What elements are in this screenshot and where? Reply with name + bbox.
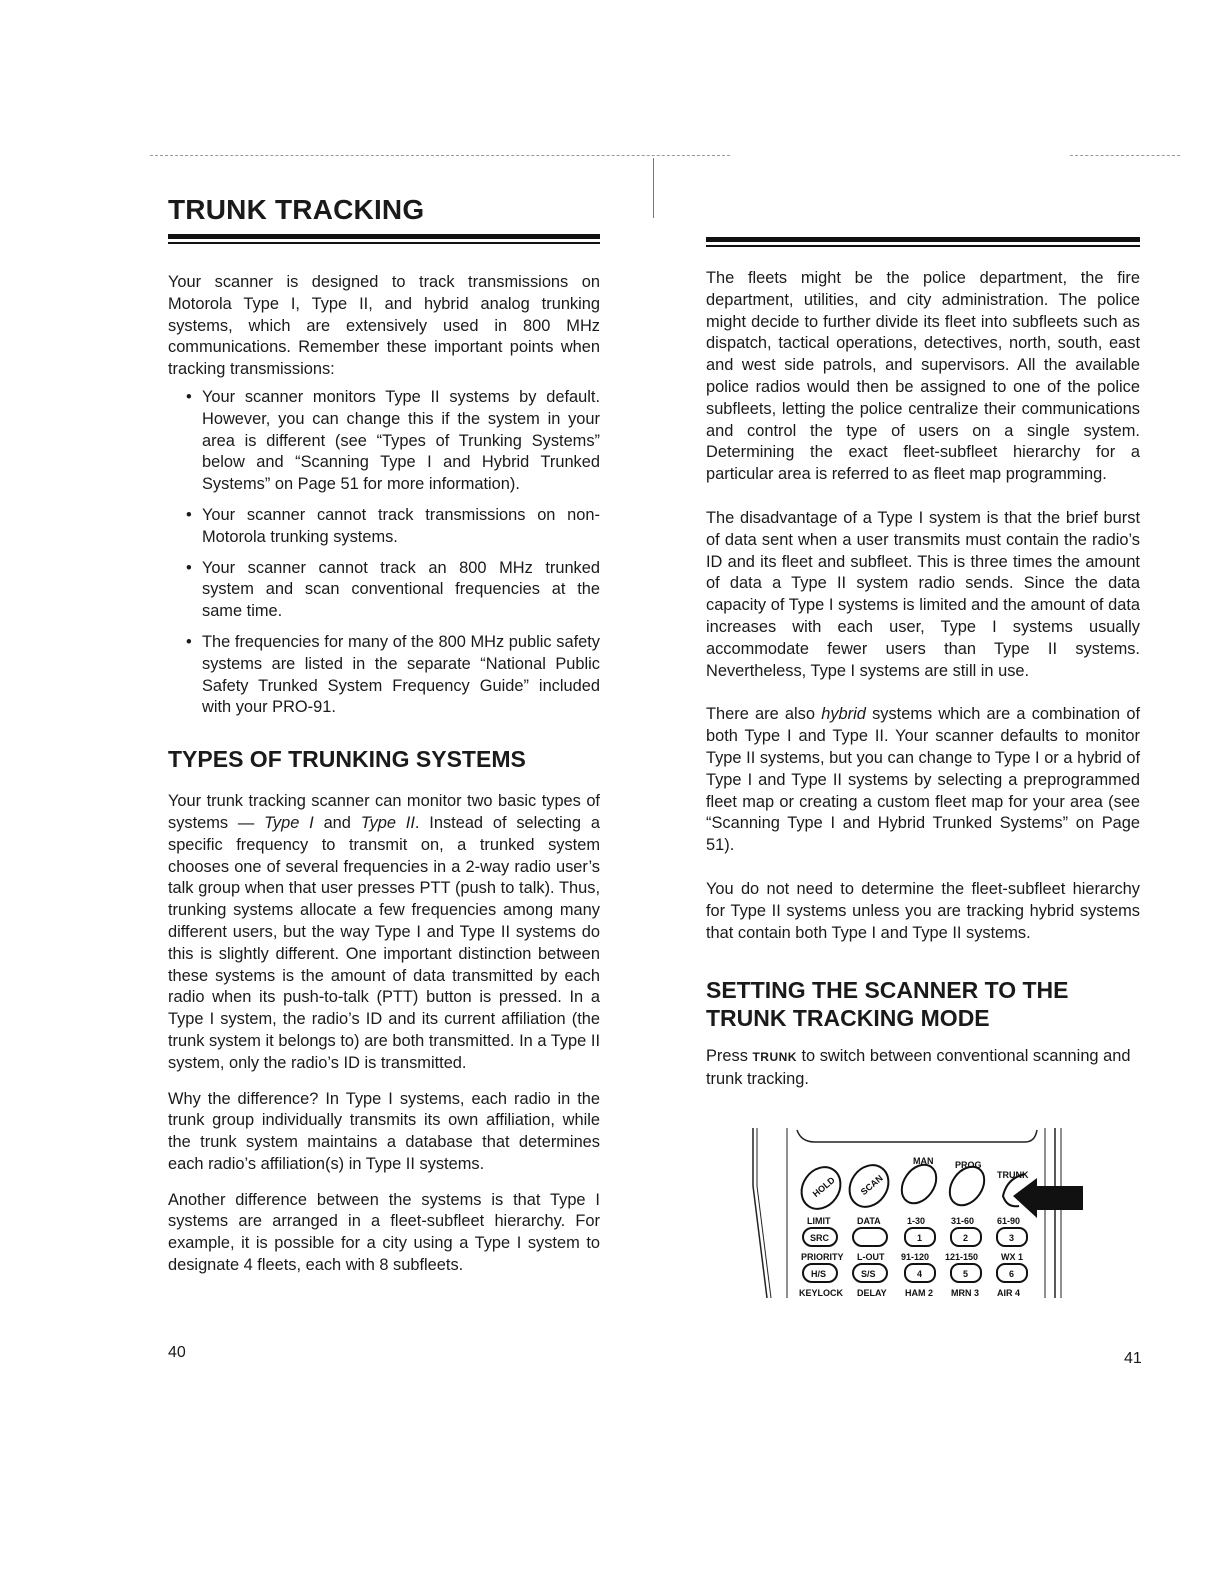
keypad-label: HAM 2 xyxy=(905,1288,934,1298)
scan-artifact-line xyxy=(150,155,730,157)
trunk-key-label: TRUNK xyxy=(752,1050,797,1065)
text-run: Your trunk tracking scanner can monitor two basic types of systems — xyxy=(168,792,600,832)
right-rule-thin xyxy=(706,245,1140,247)
left-column xyxy=(168,272,600,1291)
keypad-label: WX 1 xyxy=(1001,1252,1024,1262)
type2-italic: Type II xyxy=(360,813,415,832)
keypad-label: KEYLOCK xyxy=(799,1288,844,1298)
title-rule-thick xyxy=(168,234,600,239)
types-paragraph xyxy=(168,791,600,1074)
keypad-label: AIR 4 xyxy=(997,1288,1021,1298)
keypad-key-label: S/S xyxy=(861,1269,876,1279)
keypad-label: 91-120 xyxy=(901,1252,930,1262)
text-run: and xyxy=(313,813,361,832)
keypad-label: PROG xyxy=(955,1160,982,1170)
keypad-key-label: SCAN xyxy=(858,1172,885,1198)
keypad-label: L-OUT xyxy=(857,1252,885,1262)
section-heading xyxy=(706,976,1140,1032)
title-rule-thin xyxy=(168,242,600,244)
disadvantage-paragraph: The disadvantage of a Type I system is that the brief burst of data sent when a user transmits must contain the radio’s ID and its fleet and subfleet. This is three times the amount of data a Type II system radio sends. Since the data capacity of Type I systems is limited and the amount of data increases with each user, Type I systems usually accommodate fewer users than Type II systems. Nevertheless, Type I systems are still in use. xyxy=(706,508,1140,680)
bullet-list xyxy=(168,387,600,719)
text-run: Press xyxy=(706,1047,753,1066)
page-title: TRUNK TRACKING xyxy=(168,194,425,225)
keypad-label: MAN xyxy=(913,1156,934,1166)
list-item: • Your scanner monitors Type II systems by default. However, you can change this if the system in your area is different (see “Types of Trunking Systems” below and “Scanning Type I and Hybrid Trunked Systems” on Page 51 for more information). xyxy=(202,387,600,496)
keypad-label: LIMIT xyxy=(807,1216,831,1226)
page-number-left: 40 xyxy=(168,1344,186,1361)
intro-paragraph: Your scanner is designed to track transmissions on Motorola Type I, Type II, and hybrid analog trunking systems, which are extensively used in 800 MHz communications. Remember these important points when tracking transmissions: xyxy=(168,273,600,379)
keypad-label: 61-90 xyxy=(997,1216,1021,1226)
text-run: systems which are a combination of both Type I and Type II. Your scanner defaults to monitor Type II systems, but you can change to Type I or a hybrid of Type I and Type II systems by selecting a preprogrammed fleet map or creating a custom fleet map for your area (see “Scanning Type I and Hybrid Trunked Systems” on Page 51). xyxy=(706,705,1140,855)
list-item: • Your scanner cannot track an 800 MHz trunked system and scan conventional frequencies at the same time. xyxy=(202,558,600,623)
difference-paragraph: Why the difference? In Type I systems, each radio in the trunk group individually transmits its own affiliation, while the trunk system maintains a database that determines each radio’s affiliation(s) in Type II systems. xyxy=(168,1089,600,1173)
hybrid-paragraph xyxy=(706,704,1140,857)
page-gutter-line xyxy=(653,158,654,218)
keypad-key-label: 1 xyxy=(917,1233,923,1243)
text-run: to switch between conventional scanning and trunk tracking. xyxy=(706,1047,1131,1089)
page-number-right: 41 xyxy=(1124,1350,1142,1367)
keypad-key-label: 3 xyxy=(1009,1233,1015,1243)
text-run: . Instead of selecting a specific frequency to transmit on, a trunked system chooses one of several frequencies in a 2-way radio user’s talk group when that user presses PTT (push to talk). Thus, trunking systems allocate a few frequencies among many different users, but the way Type I and Type II systems do this is slightly different. One important distinction between these systems is the amount of data transmitted by each radio when its push-to-talk (PTT) button is pressed. In a Type I system, the radio’s ID and its current affiliation (the trunk system it belongs to) are both transmitted. In a Type II system, only the radio’s ID is transmitted. xyxy=(168,813,600,1072)
hybrid-italic: hybrid xyxy=(821,705,866,724)
scan-artifact-line xyxy=(1070,155,1180,157)
keypad-label: 1-30 xyxy=(907,1216,926,1226)
arrow-icon xyxy=(1013,1178,1083,1218)
data-key xyxy=(853,1228,887,1246)
press-trunk-paragraph xyxy=(706,1046,1140,1091)
type1-italic: Type I xyxy=(264,813,314,832)
fleets-paragraph: The fleets might be the police department, the fire department, utilities, and city administration. The police might decide to further divide its fleet into subfleets such as dispatch, tactical operations, detectives, north, south, east and west side patrols, and supervisors. All the available police radios would then be assigned to one of the police subfleets, letting the police centralize their communications and control the type of users on a single system. Determining the exact fleet-subfleet hierarchy for a particular area is referred to as fleet map programming. xyxy=(706,269,1140,484)
heading-line: SETTING THE SCANNER TO THE xyxy=(706,977,1069,1004)
keypad-key-label: 4 xyxy=(917,1269,923,1279)
keypad-label: DATA xyxy=(857,1216,881,1226)
hierarchy-paragraph: Another difference between the systems is that Type I systems are arranged in a fleet-subfleet hierarchy. For example, it is possible for a city using a Type I system to designate 4 fleets, each with 8 subfleets. xyxy=(168,1190,600,1275)
list-item: • The frequencies for many of the 800 MHz public safety systems are listed in the separate “National Public Safety Trunked System Frequency Guide” included with your PRO-91. xyxy=(202,632,600,719)
section-heading: TYPES OF TRUNKING SYSTEMS xyxy=(168,746,526,773)
hierarchy-note-paragraph: You do not need to determine the fleet-subfleet hierarchy for Type II systems unless you are tracking hybrid systems that contain both Type I and Type II systems. xyxy=(706,879,1140,942)
keypad-key-label: SRC xyxy=(810,1233,830,1243)
keypad-label: PRIORITY xyxy=(801,1252,844,1262)
keypad-key-label: 2 xyxy=(963,1233,969,1243)
man-key xyxy=(895,1158,944,1210)
keypad-key-label: 6 xyxy=(1009,1269,1015,1279)
right-column xyxy=(706,268,1140,1105)
keypad-key-label: HOLD xyxy=(810,1174,837,1200)
keypad-key-label: 5 xyxy=(963,1269,969,1279)
right-rule-thick xyxy=(706,237,1140,242)
text-run: There are also xyxy=(706,705,822,724)
keypad-illustration xyxy=(745,1126,1085,1306)
heading-line: TRUNK TRACKING MODE xyxy=(706,1005,990,1032)
list-item: • Your scanner cannot track transmissions on non-Motorola trunking systems. xyxy=(202,505,600,549)
keypad-label: 31-60 xyxy=(951,1216,975,1226)
keypad-label: TRUNK xyxy=(997,1170,1029,1180)
prog-key xyxy=(943,1160,992,1212)
keypad-label: 121-150 xyxy=(945,1252,979,1262)
keypad-label: MRN 3 xyxy=(951,1288,980,1298)
keypad-label: DELAY xyxy=(857,1288,887,1298)
keypad-key-label: H/S xyxy=(811,1269,827,1279)
